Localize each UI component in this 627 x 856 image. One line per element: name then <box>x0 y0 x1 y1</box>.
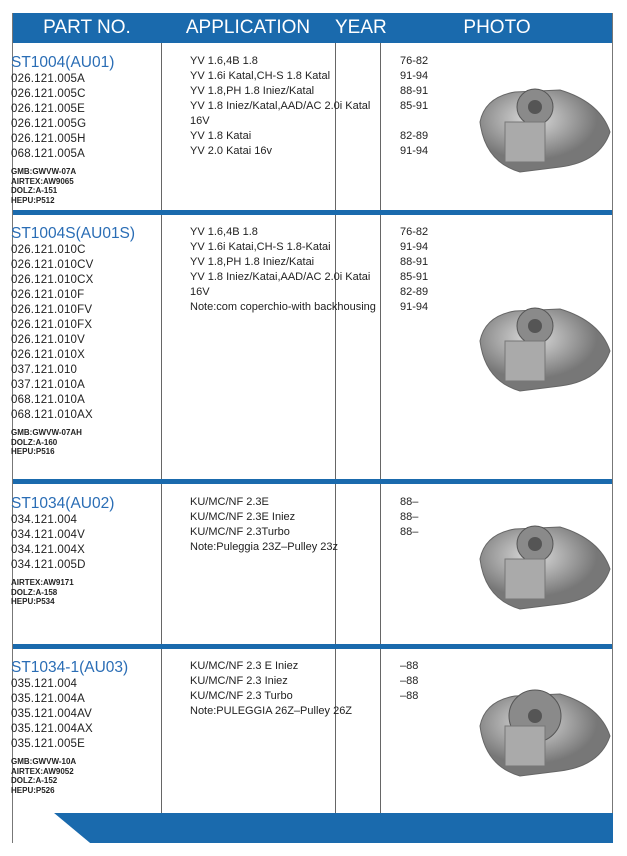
cross-reference: GMB:GWVW-07A <box>11 167 77 176</box>
table-header <box>13 13 612 43</box>
application-line: 16V <box>190 115 210 127</box>
table-row <box>0 214 627 478</box>
year-cell <box>400 54 440 210</box>
oem-number: 026.121.010C <box>11 244 86 256</box>
year-value: 82-89 <box>400 130 429 142</box>
part-title: ST1034(AU02) <box>11 495 115 512</box>
application-line: 16V <box>190 286 210 298</box>
part-title: ST1004(AU01) <box>11 54 115 71</box>
water-pump-photo <box>460 499 620 629</box>
part-title: ST1004S(AU01S) <box>11 225 136 242</box>
oem-number: 026.121.005A <box>11 73 86 85</box>
header-photo: PHOTO <box>463 17 531 38</box>
year-value: 88– <box>400 496 419 508</box>
cross-reference: HEPU:P512 <box>11 195 55 205</box>
water-pump-photo <box>460 62 620 192</box>
year-cell <box>400 495 440 643</box>
year-value: 88– <box>400 511 419 523</box>
application-line: Note:com coperchio-with backhousing <box>190 301 376 313</box>
oem-number: 026.121.005G <box>11 118 87 130</box>
application-line: YV 1.8 Katai <box>190 130 252 142</box>
application-line: KU/MC/NF 2.3 Turbo <box>190 690 293 702</box>
application-cell <box>190 54 390 210</box>
cross-reference: HEPU:P516 <box>11 447 55 456</box>
oem-number: 068.121.010AX <box>11 409 93 421</box>
oem-number: 035.121.004A <box>11 693 86 705</box>
oem-number: 026.121.005C <box>11 88 86 100</box>
oem-number: 026.121.010FV <box>11 304 93 316</box>
year-value <box>400 114 440 129</box>
application-line: YV 2.0 Katai 16v <box>190 145 272 157</box>
oem-number: 026.121.005H <box>11 133 86 145</box>
header-application: APPLICATION <box>185 17 311 38</box>
application-line: YV 1.6i Katal,CH-S 1.8 Katal <box>190 70 331 82</box>
cross-reference: AIRTEX:AW9065 <box>11 176 74 186</box>
application-line: YV 1.8,PH 1.8 Iniez/Katai <box>190 256 315 268</box>
year-cell <box>400 225 440 478</box>
part-number-cell <box>11 224 135 478</box>
application-line: KU/MC/NF 2.3Turbo <box>190 526 290 538</box>
oem-number: 026.121.005E <box>11 103 86 115</box>
application-line: YV 1.8,PH 1.8 Iniez/Katal <box>190 85 315 97</box>
application-cell <box>190 225 390 478</box>
oem-number: 026.121.010F <box>11 289 85 301</box>
oem-number: 068.121.005A <box>11 148 86 160</box>
header-part-no: PART NO. <box>43 17 131 38</box>
application-line: KU/MC/NF 2.3E Iniez <box>190 511 296 523</box>
part-number-cell <box>11 658 128 813</box>
table-row <box>0 43 627 210</box>
year-value: 85-91 <box>400 271 429 283</box>
year-value: 76-82 <box>400 226 429 238</box>
year-value: 91-94 <box>400 301 429 313</box>
application-cell <box>190 659 390 813</box>
oem-number: 035.121.005E <box>11 738 86 750</box>
cross-reference: HEPU:P534 <box>11 597 55 606</box>
oem-number: 034.121.004X <box>11 544 86 556</box>
year-value: 85-91 <box>400 100 429 112</box>
application-line: KU/MC/NF 2.3E <box>190 496 269 508</box>
oem-number: 026.121.010CX <box>11 274 94 286</box>
year-value: –88 <box>400 660 419 672</box>
cross-reference: DOLZ:A-158 <box>11 587 58 597</box>
application-line: YV 1.6,4B 1.8 <box>190 226 258 238</box>
oem-number: 037.121.010 <box>11 364 78 376</box>
year-value: 91-94 <box>400 241 429 253</box>
oem-number: 068.121.010A <box>11 394 86 406</box>
oem-number: 035.121.004AX <box>11 723 93 735</box>
cross-reference: AIRTEX:AW9052 <box>11 766 74 776</box>
table-row <box>0 648 627 813</box>
cross-reference: AIRTEX:AW9171 <box>11 578 74 587</box>
application-line: YV 1.8 Iniez/Katai,AAD/AC 2.0i Katai <box>190 271 371 283</box>
part-title: ST1034-1(AU03) <box>11 659 129 676</box>
footer-band <box>12 813 613 843</box>
cross-reference: DOLZ:A-151 <box>11 186 58 195</box>
year-value: –88 <box>400 690 419 702</box>
application-line: YV 1.6,4B 1.8 <box>190 55 258 67</box>
oem-number: 037.121.010A <box>11 379 86 391</box>
year-cell <box>400 659 440 813</box>
cross-reference: DOLZ:A-160 <box>11 437 58 447</box>
oem-number: 026.121.010FX <box>11 319 93 331</box>
oem-number: 034.121.005D <box>11 559 86 571</box>
water-pump-photo <box>460 666 620 796</box>
year-value: –88 <box>400 675 419 687</box>
oem-number: 026.121.010X <box>11 349 86 361</box>
application-line: YV 1.6i Katai,CH-S 1.8-Katai <box>190 241 331 253</box>
table-row <box>0 484 627 643</box>
year-value: 88– <box>400 526 419 538</box>
part-number-cell <box>11 53 114 210</box>
application-cell <box>190 495 390 643</box>
year-value: 91-94 <box>400 70 429 82</box>
oem-number: 035.121.004AV <box>11 708 93 720</box>
oem-number: 026.121.010V <box>11 334 86 346</box>
year-value: 76-82 <box>400 55 429 67</box>
application-line: Note:PULEGGIA 26Z–Pulley 26Z <box>190 705 353 717</box>
oem-number: 034.121.004V <box>11 529 86 541</box>
year-value: 88-91 <box>400 85 429 97</box>
year-value: 82-89 <box>400 286 429 298</box>
header-year: YEAR <box>335 17 387 38</box>
cross-reference: HEPU:P526 <box>11 785 55 795</box>
oem-number: 035.121.004 <box>11 678 78 690</box>
cross-reference: GMB:GWVW-07AH <box>11 428 82 437</box>
year-value: 91-94 <box>400 145 429 157</box>
part-number-cell <box>11 494 114 643</box>
cross-reference: DOLZ:A-152 <box>11 776 58 785</box>
application-line: KU/MC/NF 2.3 Iniez <box>190 675 288 687</box>
water-pump-photo <box>460 281 620 411</box>
cross-reference: GMB:GWVW-10A <box>11 757 77 766</box>
application-line: Note:Puleggia 23Z–Pulley 23z <box>190 541 338 553</box>
application-line: YV 1.8 Iniez/Katal,AAD/AC 2.0i Katal <box>190 100 371 112</box>
oem-number: 026.121.010CV <box>11 259 94 271</box>
year-value: 88-91 <box>400 256 429 268</box>
application-line: KU/MC/NF 2.3 E Iniez <box>190 660 299 672</box>
oem-number: 034.121.004 <box>11 514 78 526</box>
